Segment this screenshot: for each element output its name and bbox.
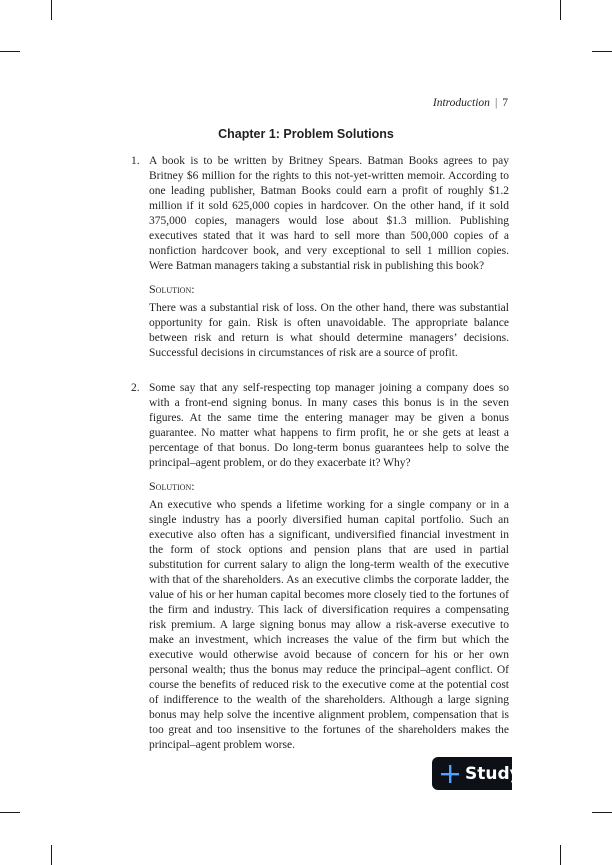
problem-number: 2.	[131, 382, 140, 394]
header-section: Introduction	[432, 97, 490, 109]
problem-question: Some say that any self-respecting top manager joining a company does so with a front-end signing bonus. In many cases this bonus is in the seven figures. At the same time the entering manager may be given a bonus guarantee. No matter what happens to firm profit, he or she gets at least a percentage of that bonus. Do long-term bonus guarantees help to solve the principal–agent problem, or do they exacerbate it? Why?	[149, 382, 509, 469]
problem-2	[131, 381, 509, 753]
solution-label: Solution:	[149, 479, 195, 493]
crop-mark-right-bottom	[592, 812, 612, 813]
problem-1	[131, 154, 509, 361]
crop-mark-top-left	[51, 0, 52, 20]
problem-question: A book is to be written by Britney Spears. Batman Books agrees to pay Britney $6 million for the rights to this not-yet-written memoir. According to one leading publisher, Batman Books could earn a profit of roughly $1.2 million if it sold 625,000 copies in hardcover. On the other hand, if it sold 375,000 copies, managers would lose about $1.3 million. Publishing executives stated that it was hard to sell more than 500,000 copies of a nonfiction hardcover book, and very exceptional to sell 1 million copies. Were Batman managers taking a substantial risk in publishing this book?	[149, 155, 509, 272]
problem-solution: An executive who spends a lifetime working for a single company or in a single industry has a poorly diversified human capital portfolio. Such an executive also often has a significant, undiversified financial investment in the form of stock options and pension plans that are used in partial substitution for current salary to align the long-term wealth of the executive with that of the shareholders. As an executive climbs the corporate ladder, the value of his or her human capital becomes more closely tied to the fortunes of the firm and industry. This lack of diversification requires a compensating risk premium. A large signing bonus may allow a risk-averse executive to make an investment, which increases the value of the firm but which the executive would otherwise avoid because of concern for his or her own personal wealth; thus the bonus may reduce the principal–agent conflict. Of course the benefits of reduced risk to the executive come at the potential cost of indifference to the wealth of the shareholders. Although a large signing bonus may help solve the incentive alignment problem, compensation that is too great and too insensitive to the fortunes of the shareholders makes the principal–agent problem worse.	[149, 499, 509, 751]
problem-list	[131, 154, 509, 753]
chapter-title: Chapter 1: Problem Solutions	[218, 127, 394, 141]
crop-mark-bottom-right	[560, 845, 561, 865]
crop-mark-right-top	[592, 51, 612, 52]
running-header	[433, 97, 508, 109]
study-button[interactable]	[432, 757, 521, 790]
page-number: 7	[502, 97, 508, 109]
crop-mark-top-right	[560, 0, 561, 20]
crop-mark-left-top	[0, 51, 20, 52]
crop-mark-left-bottom	[0, 812, 20, 813]
problem-solution: There was a substantial risk of loss. On the other hand, there was substantial opportunity for gain. Risk is often unavoidable. The appropriate balance between risk and return is what should determine managers’ decisions. Successful decisions in circumstances of risk are a source of profit.	[149, 302, 509, 359]
problem-number: 1.	[131, 155, 140, 167]
solution-label: Solution:	[149, 282, 195, 296]
crop-mark-bottom-left	[51, 845, 52, 865]
study-label: Study	[465, 763, 521, 784]
plus-icon	[440, 764, 460, 784]
header-separator: |	[494, 97, 498, 109]
